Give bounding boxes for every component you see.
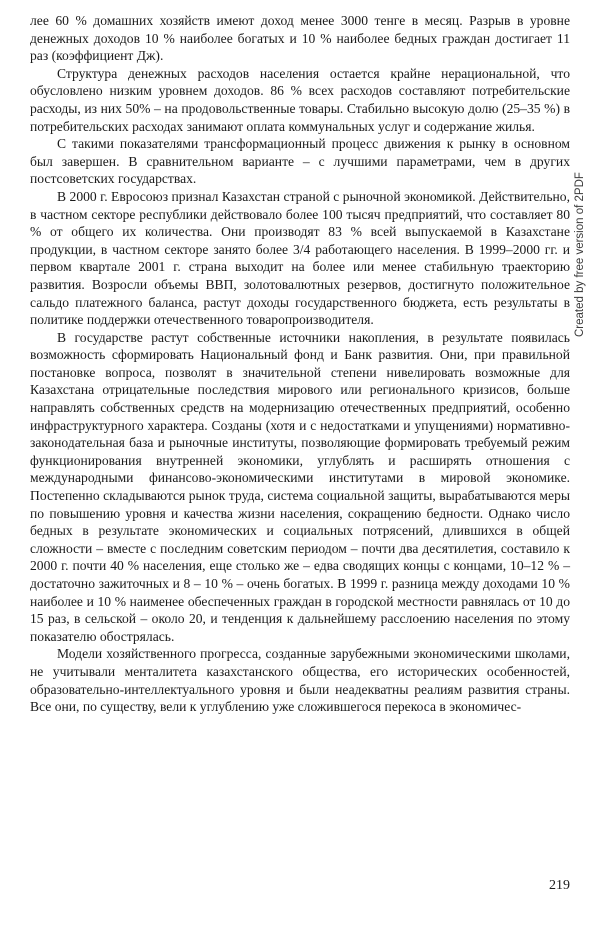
paragraph-4: В 2000 г. Евросоюз признал Казахстан страной с рыночной экономикой. Действительно, в частном секторе республики действовало более 100 тысяч предприятий, что составляет 80 % от общего их количества. Они производят 83 % всей выпускаемой в Казахстане продукции, в частном секторе занято более 3/4 работающего населения. В 1999–2000 гг. и первом квартале 2001 г. страна выходит на более или менее стабильную траекторию развития. Возросли объемы ВВП, золотовалютных резервов, достигнуто положительное сальдо платежного баланса, растут доходы государственного бюджета, есть результаты в политике поддержки отечественного товаропроизводителя.: [30, 188, 570, 328]
page-number: 219: [549, 878, 570, 893]
paragraph-2: Структура денежных расходов населения остается крайне нерациональной, что обусловлено низким уровнем доходов. 86 % всех расходов составляют потребительские расходы, из них 50% – на продовольственные товары. Стабильно высокую долю (25–35 %) в потребительских расходах занимают оплата коммунальных услуг и содержание жилья.: [30, 65, 570, 134]
paragraph-3: С такими показателями трансформационный процесс движения к рынку в основном был завершен. В сравнительном варианте – с лучшими параметрами, чем в других постсоветских государствах.: [30, 136, 570, 187]
page-body: [30, 12, 570, 716]
paragraph-5: В государстве растут собственные источники накопления, в результате появилась возможность сформировать Национальный фонд и Банк развития. Они, при правильной постановке вопроса, позволят в значительной степени нивелировать возможные для Казахстана отрицательные последствия мирового или регионального кризисов, больше направлять собственных средств на модернизацию отечественных предприятий, особенно инфраструктурного характера. Созданы (хотя и с недостатками и упущениями) нормативно-законодательная база и рыночные институты, позволяющие формировать требуемый режим функционирования внутренней экономики, углублять и расширять отношения с международными финансово-экономическими институтами в мировой экономике. Постепенно складываются рынок труда, система социальной защиты, вырабатываются меры по повышению уровня и качества жизни населения, сокращению бедности. Однако число бедных в результате экономических и социальных потрясений, длившихся в общей сложности – вместе с последним советским периодом – почти два десятилетия, составило к 2000 г. почти 40 % населения, еще столько же – едва сводящих концы с концами, 10–12 % – достаточно зажиточных и 8 – 10 % – очень богатых. В 1999 г. разница между доходами 10 % наиболее и 10 % наименее обеспеченных граждан в городской местности равнялась от 10 до 15 раз, в сельской – около 20, и тенденция к дальнейшему расслоению населения по этому показателю обострялась.: [30, 329, 570, 644]
paragraph-6: Модели хозяйственного прогресса, созданные зарубежными экономическими школами, не учитывали менталитета казахстанского общества, его исторических особенностей, образовательно-интеллектуального уровня и были неадекватны реалиям развития страны. Все они, по существу, вели к углублению уже сложившегося перекоса в экономичес-: [30, 646, 570, 715]
paragraph-1: лее 60 % домашних хозяйств имеют доход менее 3000 тенге в месяц. Разрыв в уровне денежных доходов 10 % наиболее богатых и 10 % наиболее бедных граждан достигает 11 раз (коэффициент Дж).: [30, 13, 570, 64]
watermark: Created by free version of 2PDF: [574, 172, 586, 338]
